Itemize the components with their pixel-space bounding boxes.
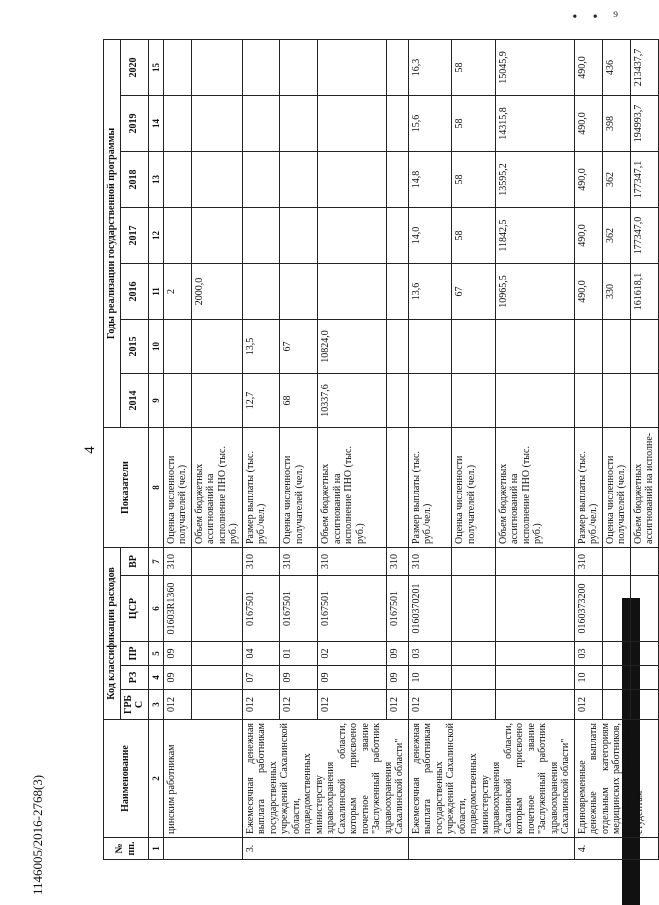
row-number: 3. bbox=[242, 838, 408, 860]
column-index: 1 bbox=[148, 838, 163, 860]
year-value bbox=[163, 152, 191, 208]
year-value bbox=[163, 320, 191, 374]
year-value: 2 bbox=[163, 264, 191, 320]
code-rz: 09 bbox=[386, 666, 408, 690]
year-value bbox=[318, 208, 387, 264]
year-value: 58 bbox=[452, 96, 495, 152]
year-value bbox=[191, 320, 242, 374]
year-value bbox=[191, 208, 242, 264]
year-value bbox=[280, 152, 318, 208]
code-rz: 09 bbox=[318, 666, 387, 690]
year-value bbox=[242, 96, 280, 152]
year-value bbox=[163, 374, 191, 428]
code-csr: 0160373200 bbox=[574, 576, 602, 642]
code-pr: 09 bbox=[163, 642, 191, 666]
year-value bbox=[386, 264, 408, 320]
code-vr bbox=[630, 548, 658, 576]
header-csr: ЦСР bbox=[120, 576, 148, 642]
year-value bbox=[452, 374, 495, 428]
year-value bbox=[386, 208, 408, 264]
year-value: 177347,0 bbox=[630, 208, 658, 264]
indicator-name: Оценка численности получателей (чел.) bbox=[280, 428, 318, 548]
header-pr: ПР bbox=[120, 642, 148, 666]
indicator-name: Объем бюджетных ассигнований на исполнение ПНО (тыс. руб.) bbox=[495, 428, 574, 548]
year-value bbox=[242, 39, 280, 95]
year-value: 15,6 bbox=[408, 96, 451, 152]
code-pr bbox=[191, 642, 242, 666]
year-value bbox=[280, 208, 318, 264]
year-value bbox=[495, 320, 574, 374]
header-year: 2018 bbox=[120, 152, 148, 208]
year-value: 490,0 bbox=[574, 96, 602, 152]
code-csr: 0160370201 bbox=[408, 576, 451, 642]
year-value: 13,6 bbox=[408, 264, 451, 320]
year-value bbox=[191, 96, 242, 152]
code-grbs bbox=[452, 690, 495, 720]
header-name: Наименование bbox=[104, 720, 149, 838]
column-index: 6 bbox=[148, 576, 163, 642]
year-value: 398 bbox=[602, 96, 630, 152]
table-row bbox=[163, 39, 191, 859]
header-years-group: Годы реализации государственной программы bbox=[104, 39, 121, 427]
year-value: 213437,7 bbox=[630, 39, 658, 95]
year-value: 177347,1 bbox=[630, 152, 658, 208]
year-value bbox=[191, 39, 242, 95]
year-value bbox=[242, 152, 280, 208]
code-vr: 310 bbox=[318, 548, 387, 576]
header-grbs: ГРБС bbox=[120, 690, 148, 720]
year-value: 10337,6 bbox=[318, 374, 387, 428]
header-year: 2014 bbox=[120, 374, 148, 428]
code-rz bbox=[602, 666, 630, 690]
header-year: 2020 bbox=[120, 39, 148, 95]
year-value bbox=[630, 374, 658, 428]
year-value bbox=[280, 39, 318, 95]
year-value: 194993,7 bbox=[630, 96, 658, 152]
code-csr: 0167501 bbox=[280, 576, 318, 642]
header-num: № пп. bbox=[104, 838, 149, 860]
column-index: 10 bbox=[148, 320, 163, 374]
row-name: цинским работникам bbox=[163, 720, 242, 838]
code-vr: 310 bbox=[574, 548, 602, 576]
code-pr: 09 bbox=[386, 642, 408, 666]
code-pr bbox=[630, 642, 658, 666]
code-grbs: 012 bbox=[280, 690, 318, 720]
column-index: 5 bbox=[148, 642, 163, 666]
year-value bbox=[386, 39, 408, 95]
code-grbs bbox=[191, 690, 242, 720]
year-value: 14315,8 bbox=[495, 96, 574, 152]
code-pr bbox=[452, 642, 495, 666]
header-year: 2015 bbox=[120, 320, 148, 374]
year-value: 362 bbox=[602, 208, 630, 264]
indicator-name: Объем бюджетных ассигнований на исполнение ПНО (тыс. руб.) bbox=[191, 428, 242, 548]
code-pr: 01 bbox=[280, 642, 318, 666]
column-index: 3 bbox=[148, 690, 163, 720]
code-vr: 310 bbox=[280, 548, 318, 576]
year-value bbox=[191, 374, 242, 428]
year-value: 67 bbox=[452, 264, 495, 320]
row-number: 4. bbox=[574, 838, 658, 860]
year-value: 490,0 bbox=[574, 208, 602, 264]
code-csr bbox=[630, 576, 658, 642]
row-name: Единовременные денежные выплаты отдельным категориям медицинских работников, интернам (ординаторам), студентам bbox=[574, 720, 658, 838]
code-vr bbox=[452, 548, 495, 576]
year-value bbox=[318, 152, 387, 208]
code-csr: 0167501 bbox=[318, 576, 387, 642]
code-vr: 310 bbox=[242, 548, 280, 576]
column-index: 13 bbox=[148, 152, 163, 208]
year-value: 490,0 bbox=[574, 264, 602, 320]
column-index: 9 bbox=[148, 374, 163, 428]
year-value bbox=[280, 264, 318, 320]
code-vr bbox=[191, 548, 242, 576]
year-value bbox=[574, 374, 602, 428]
code-rz: 10 bbox=[408, 666, 451, 690]
year-value: 58 bbox=[452, 152, 495, 208]
indicator-name: Оценка численности получателей (чел.) bbox=[602, 428, 630, 548]
year-value: 13,5 bbox=[242, 320, 280, 374]
year-value bbox=[495, 374, 574, 428]
column-index: 14 bbox=[148, 96, 163, 152]
indicator-name: Размер выплаты (тыс. руб./чел.) bbox=[242, 428, 280, 548]
row-name: Ежемесячная денежная выплата работникам государственных учреждений Сахалинской области, подведомственных министерству здравоохранения Сахалинской области, которым присвоено почетное звание "Заслуженный работник здравоохранения Сахалинской области" bbox=[242, 720, 408, 838]
year-value: 161618,1 bbox=[630, 264, 658, 320]
code-rz bbox=[452, 666, 495, 690]
year-value: 15045,9 bbox=[495, 39, 574, 95]
code-grbs: 012 bbox=[318, 690, 387, 720]
code-csr: 0167501 bbox=[242, 576, 280, 642]
code-pr: 03 bbox=[574, 642, 602, 666]
header-vr: ВР bbox=[120, 548, 148, 576]
row-name: Ежемесячная денежная выплата работникам государственных учреждений Сахалинской области, подведомственных министерству здравоохранения Сахалинской области, которым присвоено почетное звание "Заслуженный работник здравоохранения Сахалинской области" bbox=[408, 720, 574, 838]
indicator-name: Размер выплаты (тыс. руб./чел.) bbox=[574, 428, 602, 548]
indicator-name: Оценка численности получателей (чел.) bbox=[452, 428, 495, 548]
code-grbs bbox=[602, 690, 630, 720]
year-value bbox=[318, 39, 387, 95]
header-year: 2016 bbox=[120, 264, 148, 320]
year-value: 2000,0 bbox=[191, 264, 242, 320]
indicator-name bbox=[386, 428, 408, 548]
code-grbs: 012 bbox=[408, 690, 451, 720]
code-grbs: 012 bbox=[242, 690, 280, 720]
code-vr: 310 bbox=[386, 548, 408, 576]
code-csr: 01603R1360 bbox=[163, 576, 191, 642]
year-value bbox=[386, 320, 408, 374]
code-rz: 07 bbox=[242, 666, 280, 690]
header-rz: РЗ bbox=[120, 666, 148, 690]
code-vr: 310 bbox=[408, 548, 451, 576]
year-value: 12,7 bbox=[242, 374, 280, 428]
indicator-name: Размер выплаты (тыс. руб./чел.) bbox=[408, 428, 451, 548]
column-index: 15 bbox=[148, 39, 163, 95]
year-value bbox=[386, 152, 408, 208]
code-grbs: 012 bbox=[386, 690, 408, 720]
year-value: 10824,0 bbox=[318, 320, 387, 374]
year-value: 436 bbox=[602, 39, 630, 95]
code-pr bbox=[495, 642, 574, 666]
code-grbs: 012 bbox=[574, 690, 602, 720]
table-row bbox=[242, 39, 280, 859]
code-rz: 09 bbox=[163, 666, 191, 690]
year-value: 14,0 bbox=[408, 208, 451, 264]
year-value: 58 bbox=[452, 208, 495, 264]
code-grbs: 012 bbox=[163, 690, 191, 720]
code-rz bbox=[495, 666, 574, 690]
code-rz bbox=[191, 666, 242, 690]
header-indicators: Показатели bbox=[104, 428, 149, 548]
year-value: 67 bbox=[280, 320, 318, 374]
indicator-name: Оценка численности получателей (чел.) bbox=[163, 428, 191, 548]
code-vr: 310 bbox=[163, 548, 191, 576]
page-number: 4 bbox=[82, 446, 98, 454]
year-value bbox=[242, 264, 280, 320]
code-grbs bbox=[495, 690, 574, 720]
column-index: 7 bbox=[148, 548, 163, 576]
code-csr bbox=[495, 576, 574, 642]
year-value bbox=[386, 374, 408, 428]
code-vr bbox=[495, 548, 574, 576]
column-index: 8 bbox=[148, 428, 163, 548]
year-value: 490,0 bbox=[574, 39, 602, 95]
year-value bbox=[242, 208, 280, 264]
code-pr bbox=[602, 642, 630, 666]
year-value: 362 bbox=[602, 152, 630, 208]
year-value: 490,0 bbox=[574, 152, 602, 208]
document-code: 1146005/2016-2768(3) bbox=[30, 774, 45, 895]
year-value: 11842,5 bbox=[495, 208, 574, 264]
year-value bbox=[386, 96, 408, 152]
year-value: 14,8 bbox=[408, 152, 451, 208]
code-rz: 09 bbox=[280, 666, 318, 690]
code-pr: 04 bbox=[242, 642, 280, 666]
year-value: 10965,5 bbox=[495, 264, 574, 320]
header-year: 2019 bbox=[120, 96, 148, 152]
code-rz: 10 bbox=[574, 666, 602, 690]
code-csr bbox=[452, 576, 495, 642]
year-value bbox=[280, 96, 318, 152]
year-value bbox=[630, 320, 658, 374]
year-value bbox=[574, 320, 602, 374]
row-number bbox=[163, 838, 242, 860]
year-value: 68 bbox=[280, 374, 318, 428]
code-vr bbox=[602, 548, 630, 576]
rotated-page bbox=[82, 40, 656, 860]
year-value bbox=[408, 374, 451, 428]
year-value bbox=[191, 152, 242, 208]
code-pr: 03 bbox=[408, 642, 451, 666]
budget-table bbox=[103, 39, 659, 860]
year-value bbox=[602, 374, 630, 428]
indicator-name: Объем бюджетных ассигнований на исполнение ПНО (тыс. руб.) bbox=[318, 428, 387, 548]
year-value bbox=[452, 320, 495, 374]
header-code-group: Код классификации расходов bbox=[104, 548, 121, 720]
column-index: 4 bbox=[148, 666, 163, 690]
table-row bbox=[408, 39, 451, 859]
year-value bbox=[602, 320, 630, 374]
code-csr bbox=[602, 576, 630, 642]
year-value: 58 bbox=[452, 39, 495, 95]
year-value: 16,3 bbox=[408, 39, 451, 95]
year-value bbox=[318, 96, 387, 152]
code-grbs bbox=[630, 690, 658, 720]
corner-marks: • • ⁹ bbox=[572, 10, 624, 25]
column-index: 12 bbox=[148, 208, 163, 264]
year-value bbox=[163, 208, 191, 264]
year-value: 330 bbox=[602, 264, 630, 320]
indicator-name: Объем бюджетных ассигнований на исполне- bbox=[630, 428, 658, 548]
code-csr bbox=[191, 576, 242, 642]
year-value bbox=[408, 320, 451, 374]
year-value bbox=[318, 264, 387, 320]
header-year: 2017 bbox=[120, 208, 148, 264]
year-value: 13595,2 bbox=[495, 152, 574, 208]
year-value bbox=[163, 39, 191, 95]
column-index: 2 bbox=[148, 720, 163, 838]
code-pr: 02 bbox=[318, 642, 387, 666]
table-row bbox=[574, 39, 602, 859]
row-number bbox=[408, 838, 574, 860]
code-rz bbox=[630, 666, 658, 690]
code-csr: 0167501 bbox=[386, 576, 408, 642]
column-index: 11 bbox=[148, 264, 163, 320]
year-value bbox=[163, 96, 191, 152]
